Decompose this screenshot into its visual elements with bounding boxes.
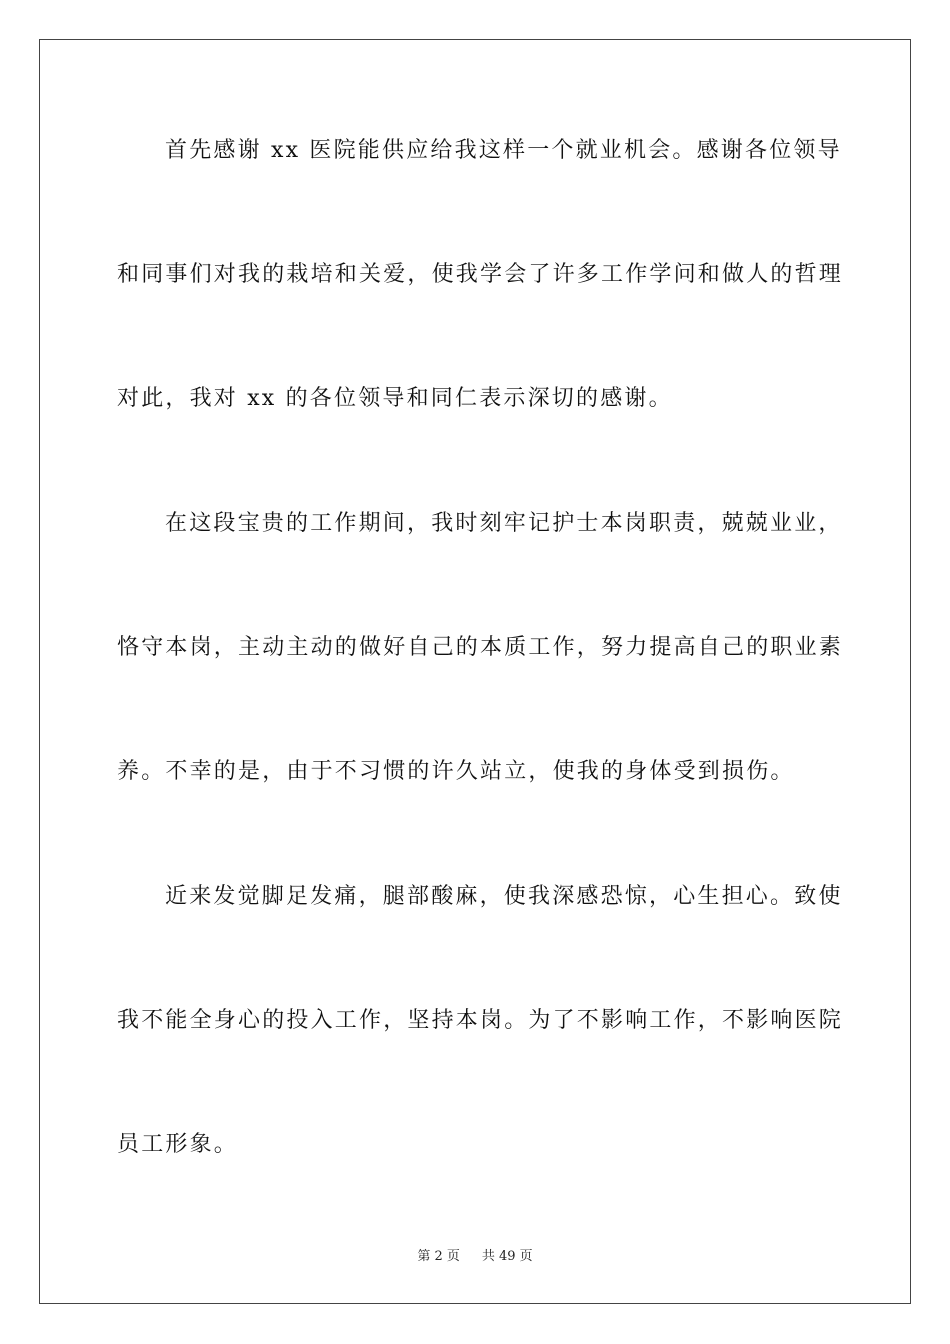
page-number: 第 2 页: [417, 1249, 460, 1264]
page-border: [39, 39, 911, 1304]
paragraph-2-line-2: 恪守本岗，主动主动的做好自己的本质工作，努力提高自己的职业素: [117, 635, 844, 660]
paragraph-1-line-1: 首先感谢 xx 医院能供应给我这样一个就业机会。感谢各位领导: [165, 138, 842, 163]
paragraph-3-line-2: 我不能全身心的投入工作，坚持本岗。为了不影响工作，不影响医院: [117, 1008, 844, 1033]
page-footer: [0, 1248, 950, 1266]
paragraph-3-line-1: 近来发觉脚足发痛，腿部酸麻，使我深感恐惊，心生担心。致使: [165, 884, 843, 909]
paragraph-1-line-2: 和同事们对我的栽培和关爱，使我学会了许多工作学问和做人的哲理: [117, 262, 844, 287]
paragraph-2-line-3: 养。不幸的是，由于不习惯的许久站立，使我的身体受到损伤。: [117, 759, 795, 784]
paragraph-3-line-3: 员工形象。: [117, 1132, 239, 1157]
page-total: 共 49 页: [481, 1249, 533, 1264]
paragraph-2-line-1: 在这段宝贵的工作期间，我时刻牢记护士本岗职责，兢兢业业，: [165, 511, 843, 536]
paragraph-1-line-3: 对此，我对 xx 的各位领导和同仁表示深切的感谢。: [117, 386, 673, 411]
